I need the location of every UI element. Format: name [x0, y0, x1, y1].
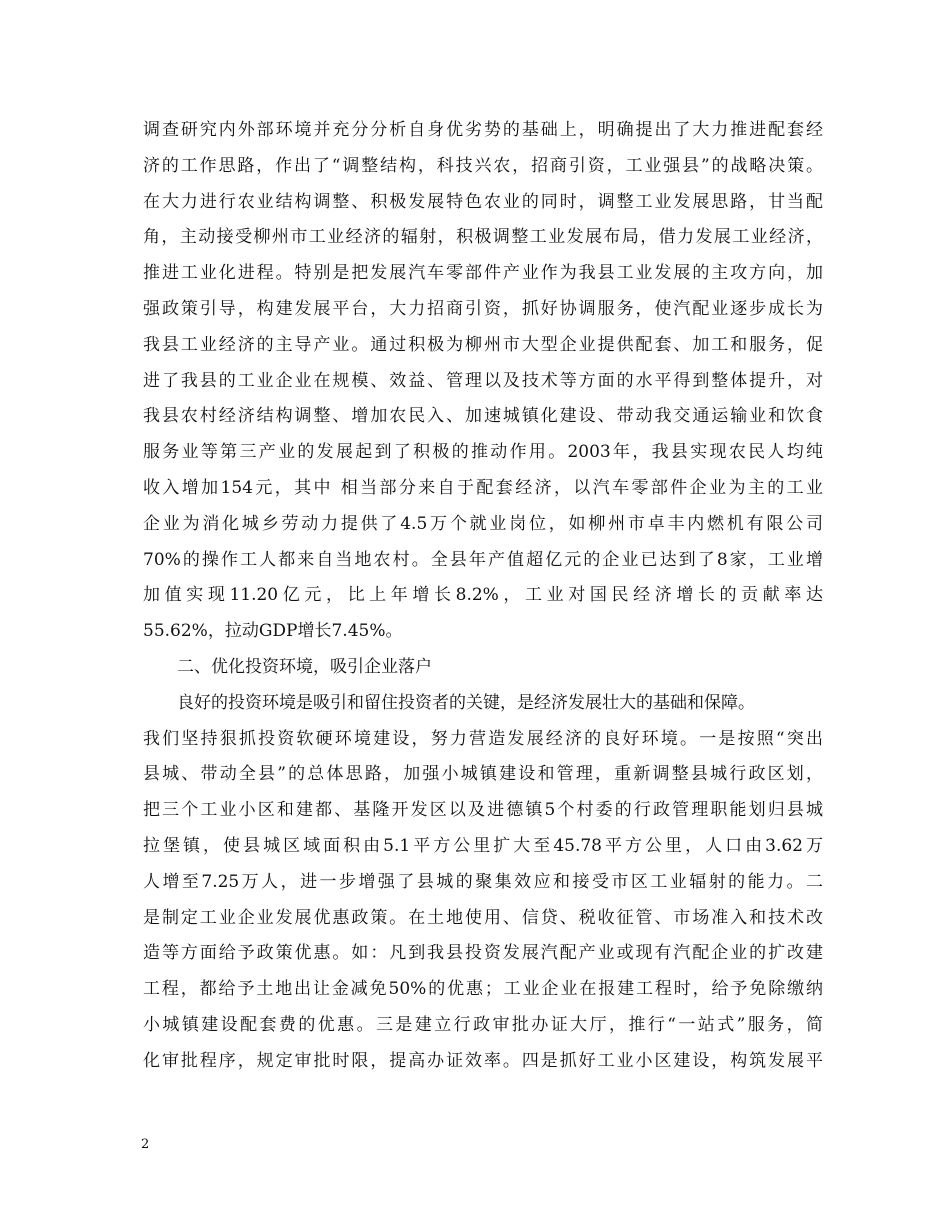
- text-line: 良好的投资环境是吸引和留住投资者的关键，是经济发展壮大的基础和保障。: [177, 692, 755, 713]
- text-line: 推进工业化进程。特别是把发展汽车零部件产业作为我县工业发展的主攻方向，加: [143, 263, 823, 284]
- text-line: 工程，都给予土地出让金减免50%的优惠；工业企业在报建工程时，给予免除缴纳: [143, 979, 823, 1000]
- body-text: [143, 113, 823, 1080]
- text-line: 我县农村经济结构调整、增加农民入、加速城镇化建设、带动我交通运输业和饮食: [143, 406, 823, 427]
- section-heading: 二、优化投资环境，吸引企业落户: [177, 656, 432, 677]
- text-line: 造等方面给予政策优惠。如：凡到我县投资发展汽配产业或现有汽配企业的扩改建: [143, 943, 823, 964]
- text-line: 55.62%，拉动GDP增长7.45%。: [143, 621, 403, 642]
- text-line: 人增至7.25万人，进一步增强了县城的聚集效应和接受市区工业辐射的能力。二: [143, 871, 823, 892]
- text-line: 调查研究内外部环境并充分分析自身优劣势的基础上，明确提出了大力推进配套经: [143, 120, 823, 140]
- text-line: 拉堡镇，使县城区域面积由5.1平方公里扩大至45.78平方公里，人口由3.62万: [143, 835, 823, 856]
- text-line: 服务业等第三产业的发展起到了积极的推动作用。2003年，我县实现农民人均纯: [143, 442, 823, 463]
- text-line: 小城镇建设配套费的优惠。三是建立行政审批办证大厅，推行“一站式”服务，简: [143, 1014, 823, 1035]
- text-line: 在大力进行农业结构调整、积极发展特色农业的同时，调整工业发展思路，甘当配: [143, 191, 823, 212]
- text-line: 企业为消化城乡劳动力提供了4.5万个就业岗位，如柳州市卓丰内燃机有限公司: [143, 513, 823, 534]
- text-line: 角，主动接受柳州市工业经济的辐射，积极调整工业发展布局，借力发展工业经济，: [143, 227, 823, 248]
- text-line: 是制定工业企业发展优惠政策。在土地使用、信贷、税收征管、市场准入和技术改: [143, 907, 823, 928]
- page-number: 2: [141, 1137, 150, 1152]
- text-line: 加值实现11.20亿元，比上年增长8.2%，工业对国民经济增长的贡献率达: [143, 585, 823, 606]
- text-line: 把三个工业小区和建都、基隆开发区以及进德镇5个村委的行政管理职能划归县城: [143, 800, 823, 821]
- text-line: 化审批程序，规定审批时限，提高办证效率。四是抓好工业小区建设，构筑发展平: [143, 1050, 823, 1071]
- text-line: 进了我县的工业企业在规模、效益、管理以及技术等方面的水平得到整体提升，对: [143, 370, 823, 391]
- text-line: 我们坚持狠抓投资软硬环境建设，努力营造发展经济的良好环境。一是按照“突出: [143, 728, 823, 749]
- text-line: 收入增加154元，其中 相当部分来自于配套经济，以汽车零部件企业为主的工业: [143, 477, 823, 498]
- text-line: 我县工业经济的主导产业。通过积极为柳州市大型企业提供配套、加工和服务，促: [143, 334, 823, 355]
- text-line: 70%的操作工人都来自当地农村。全县年产值超亿元的企业已达到了8家，工业增: [143, 549, 823, 570]
- text-line: 县城、带动全县”的总体思路，加强小城镇建设和管理，重新调整县城行政区划，: [143, 764, 823, 785]
- text-line: 济的工作思路，作出了“调整结构，科技兴农，招商引资，工业强县”的战略决策。: [143, 155, 823, 176]
- text-line: 强政策引导，构建发展平台，大力招商引资，抓好协调服务，使汽配业逐步成长为: [143, 298, 823, 319]
